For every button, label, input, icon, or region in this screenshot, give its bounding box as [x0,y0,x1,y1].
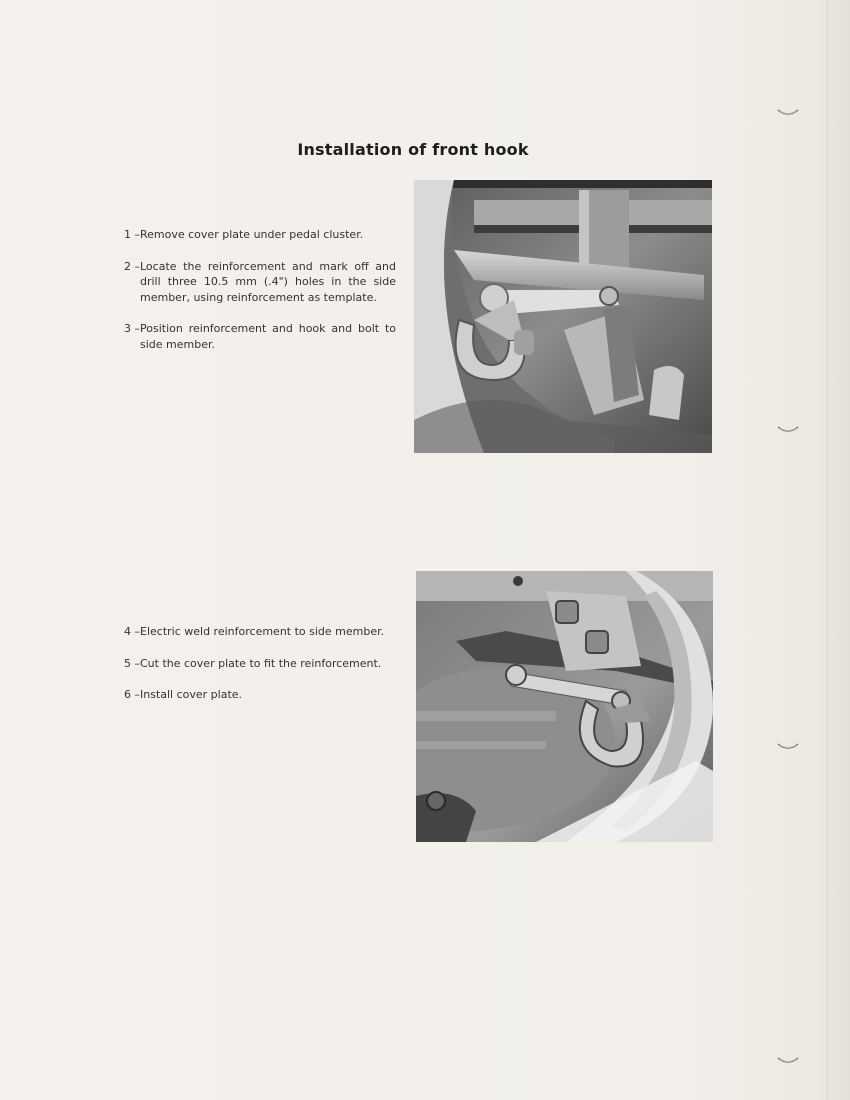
step-number: 5 – [124,656,140,670]
step-item-4 [124,624,396,640]
steps-group-top [124,227,396,368]
step-text: Locate the reinforcement and mark off and drill three 10.5 mm (.4") holes in the side member, using reinforcement as template. [140,259,396,304]
binder-hole-icon [776,1046,800,1070]
binder-hole-icon [776,415,800,439]
step-text: Remove cover plate under pedal cluster. [140,228,364,241]
hook-welded-photo [416,571,713,842]
step-text: Install cover plate. [140,688,243,701]
page-title: Installation of front hook [297,140,529,159]
step-number: 6 – [124,688,140,701]
step-number: 3 – [124,322,140,335]
step-item-3 [124,321,396,352]
step-number: 1 – [124,228,140,241]
hook-bolted-photo [414,180,712,453]
page-edge-shadow [826,0,828,1100]
step-number: 4 – [124,625,140,638]
binder-hole-icon [776,98,800,122]
step-text: Electric weld reinforcement to side member. [140,625,385,638]
step-item-5 [124,656,396,672]
step-number: 2 – [124,259,140,273]
step-item-1 [124,227,396,243]
step-item-6 [124,687,396,703]
step-item-2 [124,259,396,306]
step-text: Cut the cover plate to fit the reinforcement. [140,656,382,670]
steps-group-bottom [124,624,396,719]
binder-hole-icon [776,732,800,756]
step-text: Position reinforcement and hook and bolt to side member. [140,322,396,351]
